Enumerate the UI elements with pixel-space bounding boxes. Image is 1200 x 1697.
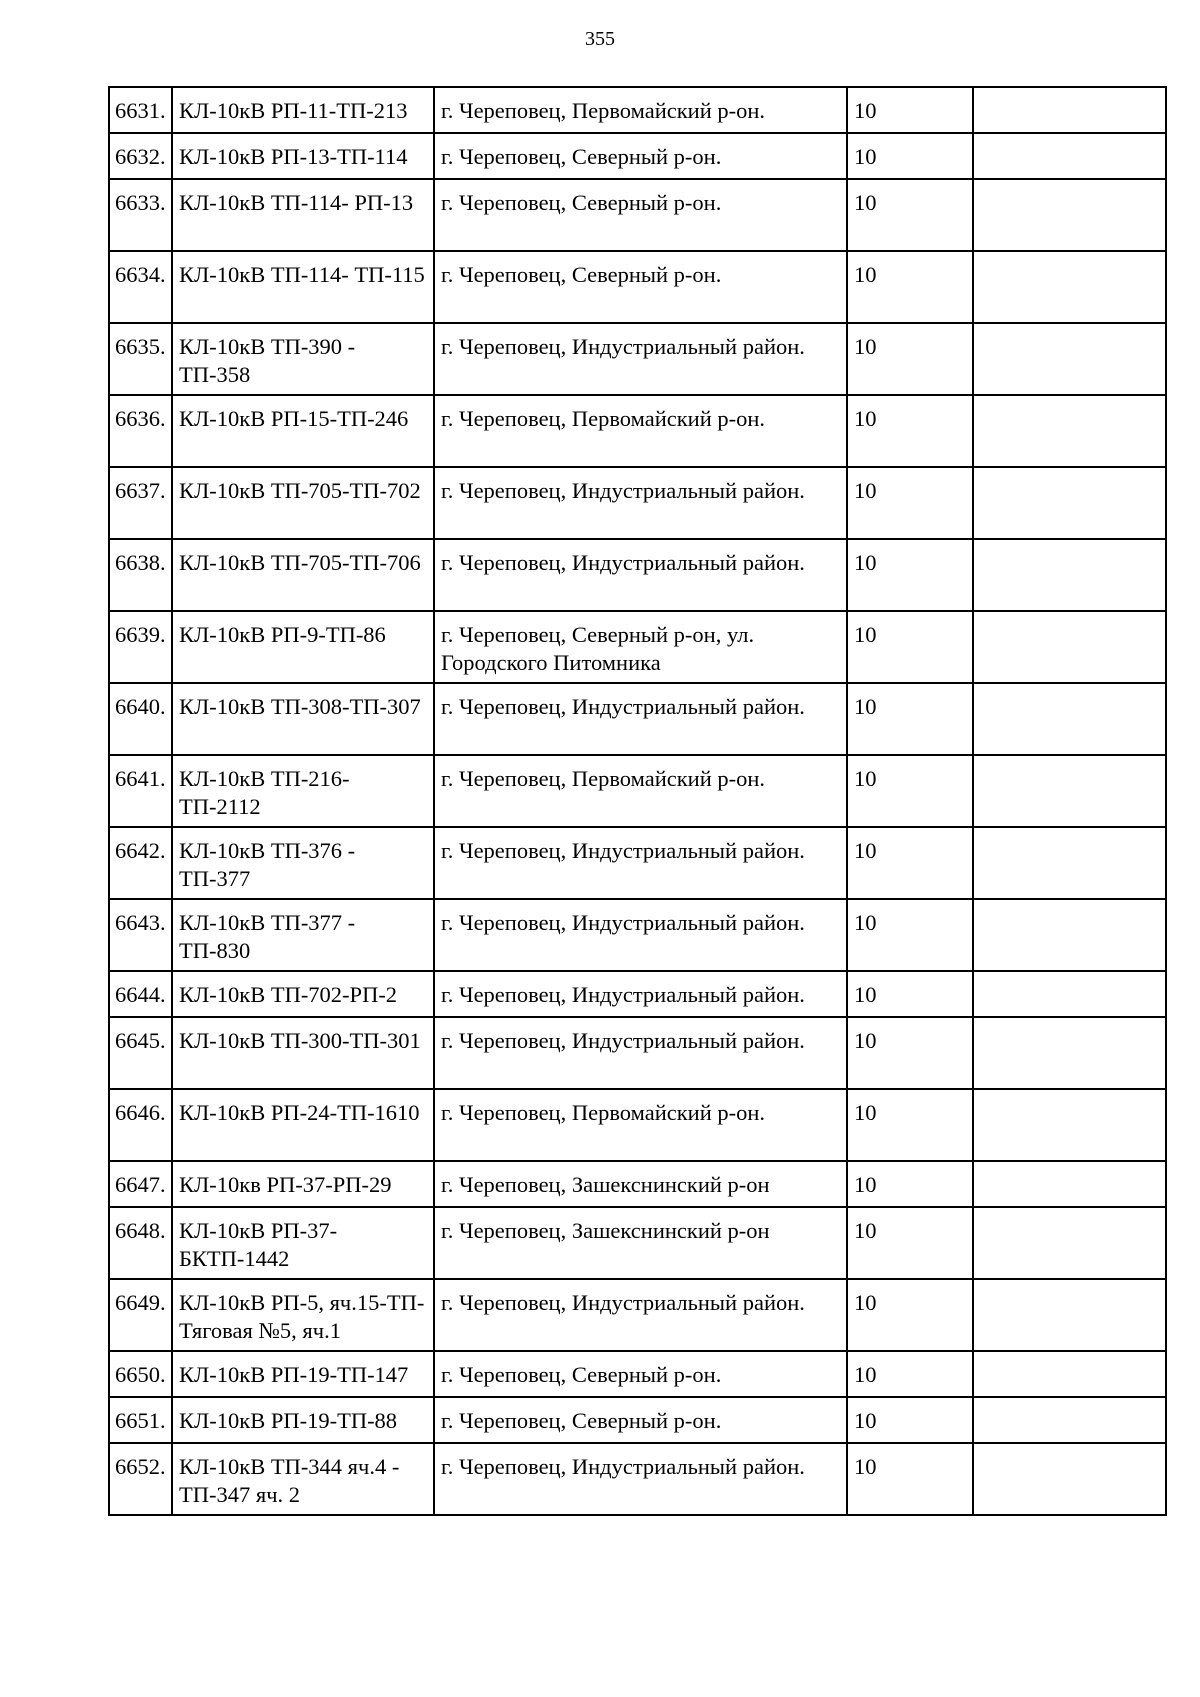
- table-row: [109, 683, 1166, 755]
- row-number-cell: 6647.: [109, 1161, 172, 1207]
- address-cell: г. Череповец, Индустриальный район.: [434, 1017, 847, 1089]
- cable-line-name-cell: КЛ-10кВ РП-13-ТП-114: [172, 133, 434, 179]
- table-row: [109, 755, 1166, 827]
- address-cell: г. Череповец, Зашекснинский р-он: [434, 1161, 847, 1207]
- extra-cell: [973, 683, 1166, 755]
- voltage-cell: 10: [847, 683, 973, 755]
- row-number-cell: 6645.: [109, 1017, 172, 1089]
- row-number-cell: 6642.: [109, 827, 172, 899]
- cable-line-name-cell: КЛ-10кВ ТП-705-ТП-706: [172, 539, 434, 611]
- row-number-cell: 6634.: [109, 251, 172, 323]
- cable-line-name-cell: КЛ-10кВ РП-9-ТП-86: [172, 611, 434, 683]
- cable-line-name-cell: КЛ-10кВ ТП-377 - ТП-830: [172, 899, 434, 971]
- address-cell: г. Череповец, Индустриальный район.: [434, 683, 847, 755]
- row-number-cell: 6651.: [109, 1397, 172, 1443]
- voltage-cell: 10: [847, 467, 973, 539]
- registry-table-body: [109, 87, 1166, 1515]
- extra-cell: [973, 899, 1166, 971]
- cable-line-name-cell: КЛ-10кВ ТП-390 - ТП-358: [172, 323, 434, 395]
- cable-line-name-cell: КЛ-10кВ РП-37-БКТП-1442: [172, 1207, 434, 1279]
- table-row: [109, 899, 1166, 971]
- cable-line-name-cell: КЛ-10кВ ТП-300-ТП-301: [172, 1017, 434, 1089]
- extra-cell: [973, 1161, 1166, 1207]
- cable-line-registry-table: [108, 86, 1167, 1516]
- table-row: [109, 1351, 1166, 1397]
- address-cell: г. Череповец, Индустриальный район.: [434, 467, 847, 539]
- table-row: [109, 1279, 1166, 1351]
- cable-line-name-cell: КЛ-10кв РП-37-РП-29: [172, 1161, 434, 1207]
- cable-line-name-cell: КЛ-10кВ РП-11-ТП-213: [172, 87, 434, 133]
- extra-cell: [973, 133, 1166, 179]
- cable-line-name-cell: КЛ-10кВ РП-24-ТП-1610: [172, 1089, 434, 1161]
- row-number-cell: 6638.: [109, 539, 172, 611]
- voltage-cell: 10: [847, 827, 973, 899]
- table-row: [109, 133, 1166, 179]
- address-cell: г. Череповец, Индустриальный район.: [434, 827, 847, 899]
- address-cell: г. Череповец, Первомайский р-он.: [434, 755, 847, 827]
- voltage-cell: 10: [847, 899, 973, 971]
- row-number-cell: 6641.: [109, 755, 172, 827]
- voltage-cell: 10: [847, 971, 973, 1017]
- table-row: [109, 539, 1166, 611]
- cable-line-name-cell: КЛ-10кВ ТП-376 - ТП-377: [172, 827, 434, 899]
- extra-cell: [973, 539, 1166, 611]
- voltage-cell: 10: [847, 611, 973, 683]
- row-number-cell: 6644.: [109, 971, 172, 1017]
- cable-line-name-cell: КЛ-10кВ РП-19-ТП-147: [172, 1351, 434, 1397]
- voltage-cell: 10: [847, 87, 973, 133]
- extra-cell: [973, 179, 1166, 251]
- extra-cell: [973, 1207, 1166, 1279]
- cable-line-name-cell: КЛ-10кВ ТП-216-ТП-2112: [172, 755, 434, 827]
- table-row: [109, 1161, 1166, 1207]
- page-number: 355: [585, 28, 615, 50]
- address-cell: г. Череповец, Индустриальный район.: [434, 539, 847, 611]
- address-cell: г. Череповец, Индустриальный район.: [434, 971, 847, 1017]
- address-cell: г. Череповец, Первомайский р-он.: [434, 1089, 847, 1161]
- voltage-cell: 10: [847, 1161, 973, 1207]
- extra-cell: [973, 1089, 1166, 1161]
- voltage-cell: 10: [847, 179, 973, 251]
- table-row: [109, 323, 1166, 395]
- table-row: [109, 467, 1166, 539]
- voltage-cell: 10: [847, 1017, 973, 1089]
- row-number-cell: 6637.: [109, 467, 172, 539]
- extra-cell: [973, 755, 1166, 827]
- address-cell: г. Череповец, Индустриальный район.: [434, 1279, 847, 1351]
- table-row: [109, 251, 1166, 323]
- table-row: [109, 179, 1166, 251]
- voltage-cell: 10: [847, 1443, 973, 1515]
- cable-line-name-cell: КЛ-10кВ ТП-705-ТП-702: [172, 467, 434, 539]
- voltage-cell: 10: [847, 1397, 973, 1443]
- row-number-cell: 6633.: [109, 179, 172, 251]
- voltage-cell: 10: [847, 1207, 973, 1279]
- row-number-cell: 6648.: [109, 1207, 172, 1279]
- voltage-cell: 10: [847, 1279, 973, 1351]
- voltage-cell: 10: [847, 1089, 973, 1161]
- extra-cell: [973, 1279, 1166, 1351]
- extra-cell: [973, 87, 1166, 133]
- voltage-cell: 10: [847, 323, 973, 395]
- address-cell: г. Череповец, Индустриальный район.: [434, 899, 847, 971]
- row-number-cell: 6640.: [109, 683, 172, 755]
- address-cell: г. Череповец, Индустриальный район.: [434, 1443, 847, 1515]
- table-row: [109, 1443, 1166, 1515]
- row-number-cell: 6652.: [109, 1443, 172, 1515]
- address-cell: г. Череповец, Северный р-он.: [434, 133, 847, 179]
- table-row: [109, 971, 1166, 1017]
- address-cell: г. Череповец, Зашекснинский р-он: [434, 1207, 847, 1279]
- voltage-cell: 10: [847, 755, 973, 827]
- table-row: [109, 1089, 1166, 1161]
- extra-cell: [973, 827, 1166, 899]
- row-number-cell: 6639.: [109, 611, 172, 683]
- cable-line-name-cell: КЛ-10кВ ТП-114- ТП-115: [172, 251, 434, 323]
- table-row: [109, 611, 1166, 683]
- cable-line-name-cell: КЛ-10кВ ТП-344 яч.4 - ТП-347 яч. 2: [172, 1443, 434, 1515]
- table-row: [109, 1207, 1166, 1279]
- address-cell: г. Череповец, Индустриальный район.: [434, 323, 847, 395]
- row-number-cell: 6650.: [109, 1351, 172, 1397]
- row-number-cell: 6632.: [109, 133, 172, 179]
- cable-line-name-cell: КЛ-10кВ ТП-308-ТП-307: [172, 683, 434, 755]
- address-cell: г. Череповец, Северный р-он.: [434, 251, 847, 323]
- voltage-cell: 10: [847, 539, 973, 611]
- extra-cell: [973, 1017, 1166, 1089]
- address-cell: г. Череповец, Северный р-он.: [434, 1351, 847, 1397]
- table-row: [109, 87, 1166, 133]
- address-cell: г. Череповец, Первомайский р-он.: [434, 87, 847, 133]
- table-row: [109, 1017, 1166, 1089]
- address-cell: г. Череповец, Первомайский р-он.: [434, 395, 847, 467]
- voltage-cell: 10: [847, 1351, 973, 1397]
- cable-line-name-cell: КЛ-10кВ РП-19-ТП-88: [172, 1397, 434, 1443]
- extra-cell: [973, 251, 1166, 323]
- address-cell: г. Череповец, Северный р-он.: [434, 1397, 847, 1443]
- extra-cell: [973, 323, 1166, 395]
- extra-cell: [973, 971, 1166, 1017]
- extra-cell: [973, 1443, 1166, 1515]
- voltage-cell: 10: [847, 133, 973, 179]
- address-cell: г. Череповец, Северный р-он, ул. Городского Питомника: [434, 611, 847, 683]
- table-row: [109, 1397, 1166, 1443]
- voltage-cell: 10: [847, 395, 973, 467]
- extra-cell: [973, 611, 1166, 683]
- voltage-cell: 10: [847, 251, 973, 323]
- table-row: [109, 395, 1166, 467]
- address-cell: г. Череповец, Северный р-он.: [434, 179, 847, 251]
- row-number-cell: 6631.: [109, 87, 172, 133]
- cable-line-name-cell: КЛ-10кВ РП-5, яч.15-ТП- Тяговая №5, яч.1: [172, 1279, 434, 1351]
- row-number-cell: 6646.: [109, 1089, 172, 1161]
- table-row: [109, 827, 1166, 899]
- row-number-cell: 6643.: [109, 899, 172, 971]
- extra-cell: [973, 1397, 1166, 1443]
- row-number-cell: 6635.: [109, 323, 172, 395]
- extra-cell: [973, 1351, 1166, 1397]
- extra-cell: [973, 467, 1166, 539]
- row-number-cell: 6649.: [109, 1279, 172, 1351]
- row-number-cell: 6636.: [109, 395, 172, 467]
- extra-cell: [973, 395, 1166, 467]
- cable-line-name-cell: КЛ-10кВ РП-15-ТП-246: [172, 395, 434, 467]
- cable-line-name-cell: КЛ-10кВ ТП-114- РП-13: [172, 179, 434, 251]
- cable-line-name-cell: КЛ-10кВ ТП-702-РП-2: [172, 971, 434, 1017]
